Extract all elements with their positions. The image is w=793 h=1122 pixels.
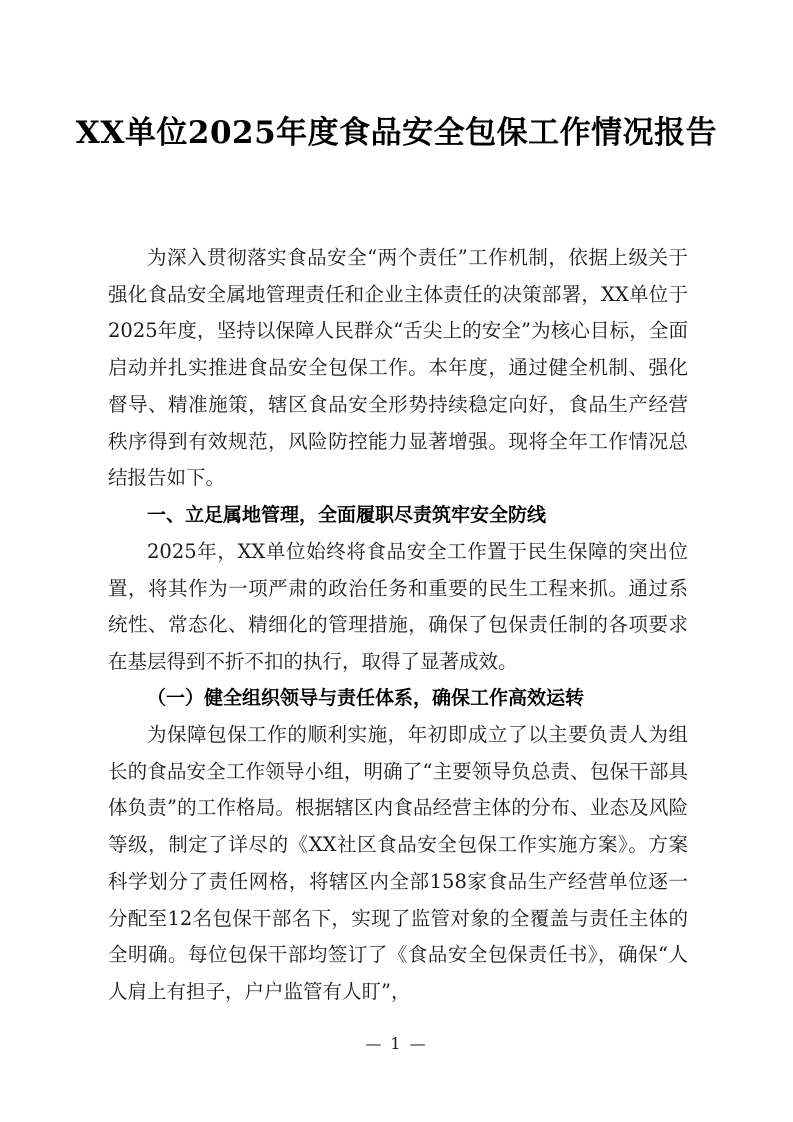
document-title: XX单位2025年度食品安全包保工作情况报告 (75, 115, 718, 151)
page-number: — 1 — (365, 1034, 428, 1053)
intro-paragraph: 为深入贯彻落实食品安全“两个责任”工作机制，依据上级关于强化食品安全属地管理责任和企业主体责任的决策部署，XX单位于2025年度，坚持以保障人民群众“舌尖上的安全”为核心目标，全面启动并扎实推进食品安全包保工作。本年度，通过健全机制、强化督导、精准施策，辖区食品安全形势持续稳定向好，食品生产经营秩序得到有效规范，风险防控能力显著增强。现将全年工作情况总结报告如下。 (108, 246, 688, 490)
subsection-1-1-paragraph: 为保障包保工作的顺利实施，年初即成立了以主要负责人为组长的食品安全工作领导小组，明确了“主要领导负总责、包保干部具体负责”的工作格局。根据辖区内食品经营主体的分布、业态及风险等级，制定了详尽的《XX社区食品安全包保工作实施方案》。方案科学划分了责任网格，将辖区内全部158家食品生产经营单位逐一分配至12名包保干部名下，实现了监管对象的全覆盖与责任主体的全明确。每位包保干部均签订了《食品安全包保责任书》，确保“人人肩上有担子，户户监管有人盯”， (108, 723, 688, 1003)
section-heading-1: 一、立足属地管理，全面履职尽责筑牢安全防线 (147, 504, 547, 526)
section-1-paragraph: 2025年，XX单位始终将食品安全工作置于民生保障的突出位置，将其作为一项严肃的政治任务和重要的民生工程来抓。通过系统性、常态化、精细化的管理措施，确保了包保责任制的各项要求在基层得到不折不扣的执行，取得了显著成效。 (108, 540, 688, 674)
subsection-heading-1-1: （一）健全组织领导与责任体系，确保工作高效运转 (147, 687, 585, 709)
